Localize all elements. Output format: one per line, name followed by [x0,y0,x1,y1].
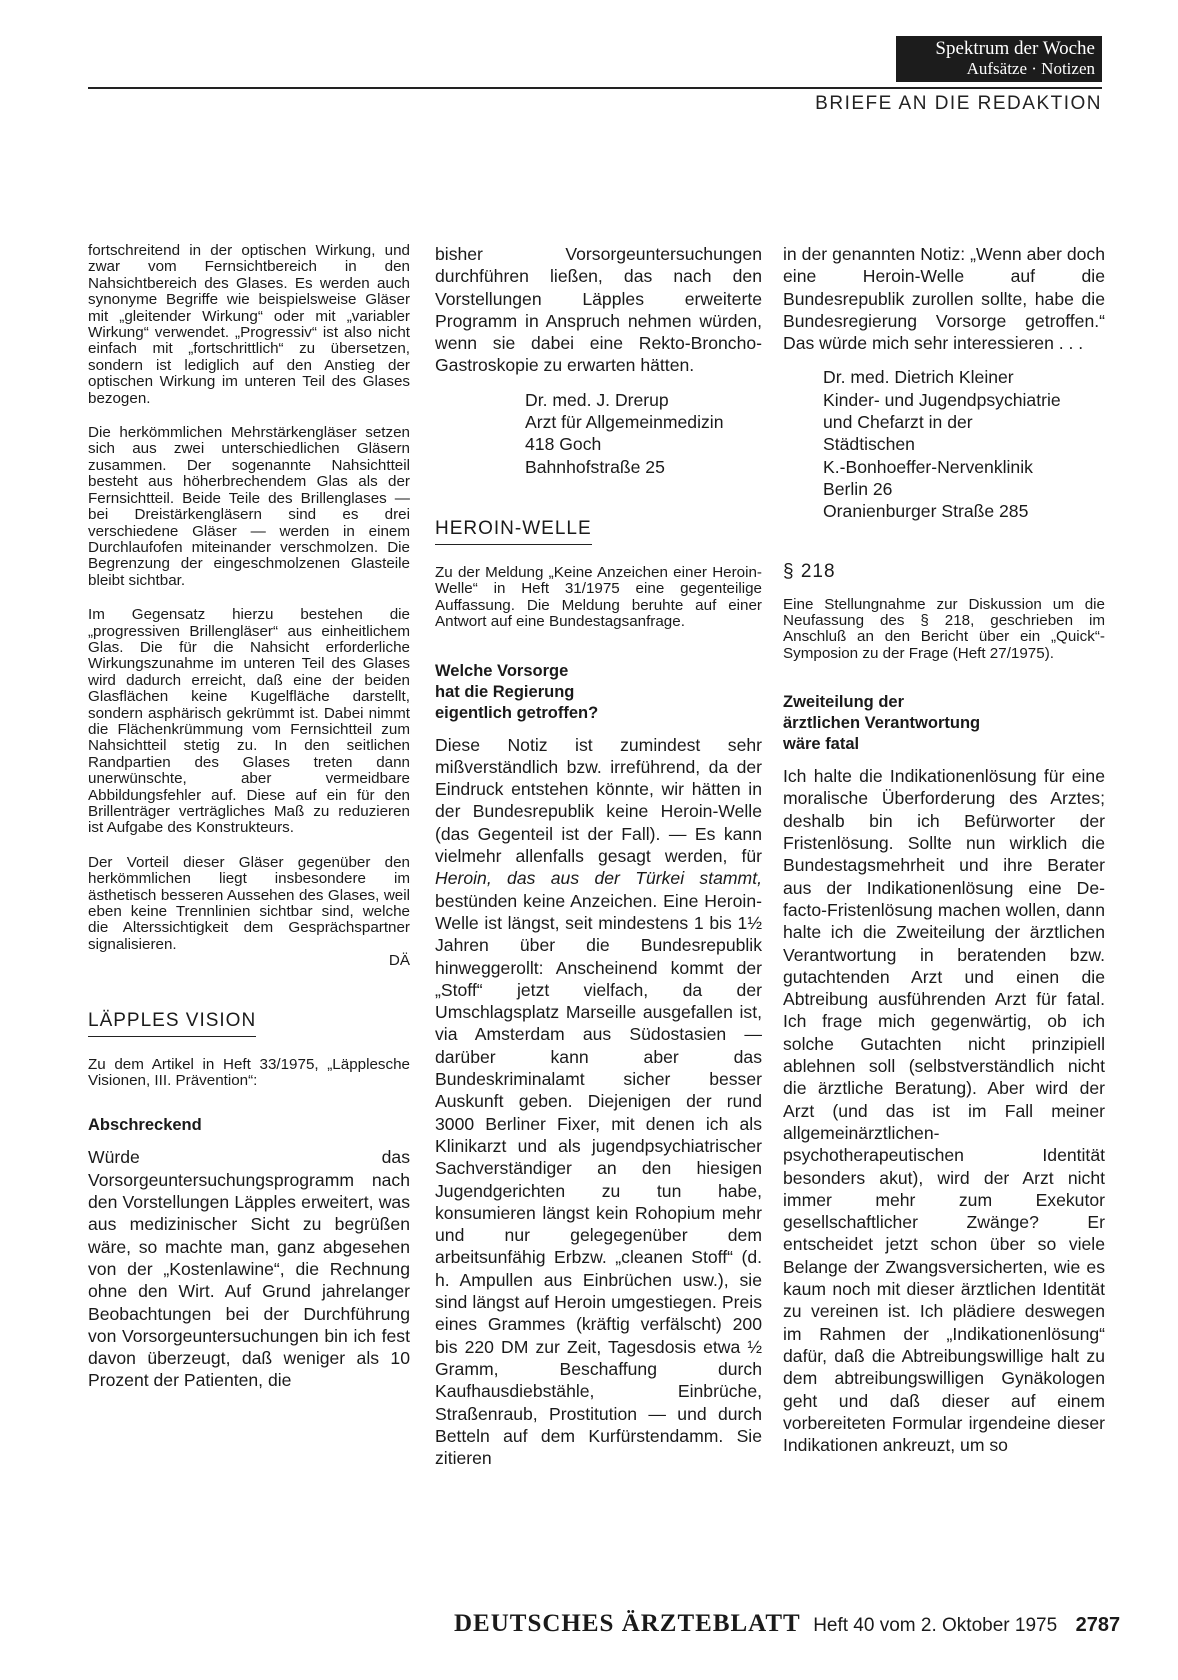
journal-name: DEUTSCHES ÄRZTEBLATT [454,1610,801,1637]
signature-line: K.-Bonhoeffer-Nervenklinik [823,456,1033,477]
signature-line: 418 Goch [525,434,602,455]
letter-body: in der genannten Notiz: „Wenn aber doch eine Heroin-Welle auf die Bundesrepublik zurollen sollte, habe die Bundesregierung Vorsorge getroffen.“ Das würde mich sehr interessieren . . . [783,244,1105,354]
page-footer [454,1610,1120,1638]
header-rule [88,87,1102,89]
headline-line: wäre fatal [783,735,860,754]
letter-headline: Abschreckend [88,1116,202,1135]
letter-headline [435,661,762,724]
letter-body: bisher Vorsorgeuntersuchungen durchführen ließen, das nach den Vorstellungen Läpples erweiterte Programm in Anspruch nehmen würden, wenn sie dabei eine Rekto-Broncho-Gastroskopie zu erwarten hätten. [435,244,762,376]
article-paragraph: Im Gegensatz hierzu bestehen die „progressiven Brillengläser“ aus einheitlichem Glas. Die für die Nahsicht erforderliche Wirkungszunahme im unteren Teil des Glases wird dadurch erreicht, daß eine der beiden Glasflächen keine Kugelfläche darstellt, sondern asphärisch gekrümmt ist. Dabei nimmt die Flächenkrümmung vom Fernsichtteil zum Nahsichtteil stetig zu. In den seitlichen Randpartien des Glases treten dann unerwünschte, aber vermeidbare Abbildungsfehler auf. Diese auf ein für den Brillenträger verträgliches Maß zu reduzieren ist Aufgabe des Konstrukteurs. [88,606,410,837]
badge-line-2: Aufsätze · Notizen [966,59,1095,78]
column-2 [435,243,762,1469]
letter-intro: Eine Stellungnahme zur Diskussion um die Neufassung des § 218, geschrieben im Anschluß an den Bericht über ein „Quick“-Symposion zu der Frage (Heft 27/1975). [783,595,1105,662]
headline-line: ärztlichen Verantwortung [783,714,981,733]
rubric-heroin-welle: HEROIN-WELLE [435,518,592,545]
letter-intro: Zu dem Artikel in Heft 33/1975, „Läpplesche Visionen, III. Prävention“: [88,1055,410,1090]
signature-drerup [525,389,762,478]
issue-info: Heft 40 vom 2. Oktober 1975 [813,1615,1058,1636]
headline-line: hat die Regierung [435,682,575,701]
signature-line: Dr. med. J. Drerup [525,389,669,410]
signature-line: Berlin 26 [823,478,893,499]
signature-line: Arzt für Allgemeinmedizin [525,412,724,433]
article-paragraph: Die herkömmlichen Mehrstärkengläser setzen sich aus zwei unterschiedlichen Gläsern zusammen. Der sogenannte Nahsichtteil besteht aus höherbrechendem Glas als der Fernsichtteil. Beide Teile des Brillenglases — bei Dreistärkengläsern sind es drei verschiedene Gläser — werden in einem Durchlaufofen miteinander verschmolzen. Die Begrenzung der eingeschmolzenen Glasteile bleibt sichtbar. [88,424,410,589]
badge-line-1: Spektrum der Woche [935,38,1095,59]
signature-line: Oranienburger Straße 285 [823,501,1029,522]
headline-line: Zweiteilung der [783,693,905,712]
signature-line: und Chefarzt in der [823,412,973,433]
magazine-section-badge [896,36,1102,82]
headline-line: Welche Vorsorge [435,661,569,680]
signature-line: Kinder- und Jugendpsychiatrie [823,389,1061,410]
body-text: Diese Notiz ist zumindest sehr mißverständlich bzw. irreführend, da der Eindruck entstehen könnte, wir hätten in der Bundesrepublik keine Heroin-Welle (das Gegenteil ist der Fall). — Es kann vielmehr allenfalls gesagt werden, für [435,734,762,867]
letter-intro: Zu der Meldung „Keine Anzeichen einer Heroin-Welle“ in Heft 31/1975 eine gegenteilige Auffassung. Die Meldung beruhte auf einer Antwort auf eine Bundestagsanfrage. [435,563,762,631]
letter-headline [783,692,1105,755]
column-1 [88,243,410,1392]
body-italic: Heroin, das aus der Türkei stammt, [435,868,762,889]
signature-line: Städtischen [823,434,915,455]
article-paragraph: Der Vorteil dieser Gläser gegenüber den herkömmlichen liegt insbesondere im ästhetisch besseren Aussehen des Glases, weil eben keine Trennlinien sichtbar sind, welche die Alterssichtigkeit dem Gesprächspartner signalisieren. [88,853,410,953]
signature-line: Bahnhofstraße 25 [525,456,665,477]
letter-body: Würde das Vorsorgeuntersuchungsprogramm nach den Vorstellungen Läpples erweitert, was aus medizinischer Sicht zu begrüßen wäre, so machte man, ganz abgesehen von der „Kostenlawine“, die Rechnung ohne den Wirt. Auf Grund jahrelanger Beobachtungen bei der Durchführung von Vorsorgeuntersuchungen bin ich fest davon überzeugt, daß weniger als 10 Prozent der Patienten, die [88,1147,410,1391]
rubric-laepples-vision: LÄPPLES VISION [88,1010,256,1037]
letter-body [435,734,762,1470]
signature-kleiner [823,366,1105,522]
body-text: bestünden keine Anzeichen. Eine Heroin-Welle ist längst, seit mindestens 1 bis 1½ Jahren über die Bundesrepublik hinweggerollt: Anscheinend kommt der „Stoff“ jetzt vielfach, da der Umschlagsplatz Marseille ausgefallen ist, via Amsterdam aus Südostasien — darüber kann aber das Bundeskriminalamt sicher besser Auskunft geben. Diejenigen der rund 3000 Berliner Fixer, mit denen ich als Klinikarzt und als jugendpsychiatrischer Sachverständiger an den hiesigen Jugendgerichten zu tun habe, konsumieren längst kein Rohopium mehr und nur gelegegenüber dem arbeitsunfähig Erbzw. „cleanen Stoff“ (d. h. Ampullen aus Einbrüchen usw.), sie sind längst auf Heroin umgestiegen. Preis eines Grammes (kräftig verfälscht) 200 bis 220 DM zur Zeit, Tagesdosis etwa ½ Gramm, Beschaffung durch Kaufhausdiebstähle, Einbrüche, Straßenraub, Prostitution — und durch Betteln auf dem Kurfürstendamm. Sie zitieren [435,890,762,1469]
author-initials: DÄ [388,952,410,970]
letter-body: Ich halte die Indikationenlösung für eine moralische Überforderung des Arztes; deshalb bin ich Befürworter der Fristenlösung. Sollte nun wirklich die Bundestagsmehrheit und ihre Berater aus der Indikationenlösung eine De-facto-Fristenlösung machen wollen, dann halte ich die Zweiteilung der ärztlichen Verantwortung in beratenden bzw. gutachtenden Arzt und einen die Abtreibung ausführenden Arzt für fatal. Ich frage mich gegenwärtig, ob ich solche Gutachten nicht prinzipiell ablehnen soll (selbstverständlich nicht die ärztliche Beratung). Aber wird der Arzt (und das ist im Fall meiner allgemeinärztlichen-psychotherapeutischen Identität besonders akut), wird der Arzt nicht immer mehr zum Exekutor gesellschaftlicher Zwänge? Er entscheidet jetzt schon über so viele Belange der Zwangsversicherten, wie es kaum noch mit dieser ärztlichen Identität zu vereinen ist. Ich plädiere deswegen im Rahmen der „Indikationenlösung“ dafür, daß die Abtreibungswillige halt zu dem abtreibungswilligen Gynäkologen geht und daß dieser auf einem vorbereiteten Formular irgendeine dieser Indikationen ankreuzt, um so [783,766,1105,1456]
page-number: 2787 [1075,1614,1121,1636]
article-paragraph: fortschreitend in der optischen Wirkung, und zwar vom Fernsichtbereich in den Nahsichtbereich des Glases. Es werden auch synonyme Begriffe wie beispielsweise Gläser mit „gleitender Wirkung“ oder mit „variabler Wirkung“ verwendet. „Progressiv“ ist also nicht einfach mit „fortschrittlich“ zu übersetzen, sondern ist lediglich auf den Anstieg der optischen Wirkung im unteren Teil des Glases bezogen. [88,242,410,407]
column-3 [783,243,1105,1456]
signature-line: Dr. med. Dietrich Kleiner [823,367,1014,388]
section-title: BRIEFE AN DIE REDAKTION [815,93,1102,114]
headline-line: eigentlich getroffen? [435,703,599,722]
rubric-paragraph-218: § 218 [783,560,836,582]
